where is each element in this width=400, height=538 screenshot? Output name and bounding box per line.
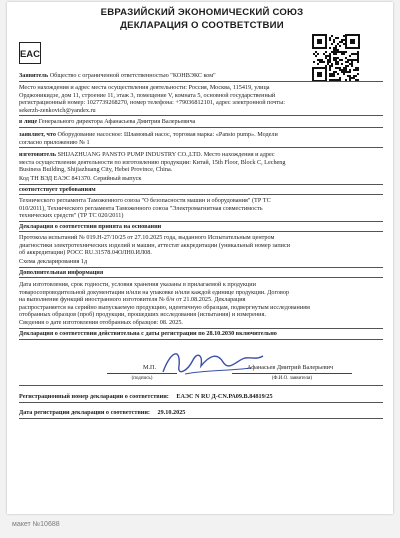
qr-module (329, 47, 331, 49)
qr-module (343, 39, 345, 41)
document-title: ДЕКЛАРАЦИЯ О СООТВЕТСТВИИ (120, 20, 284, 31)
qr-module (355, 53, 357, 55)
qr-module (345, 71, 347, 73)
divider (19, 339, 383, 340)
qr-module (335, 51, 337, 53)
qr-module (315, 51, 317, 53)
qr-module (349, 77, 351, 79)
qr-module (329, 59, 331, 61)
qr-module (317, 63, 319, 65)
qr-module (339, 51, 341, 53)
qr-module (337, 51, 339, 53)
manufacturer-line: Business Building, Shijiazhuang City, Hebei Province, China. (19, 166, 173, 174)
basis-line: об аккредитации) РОСС RU.31578.04ОЛН0.ИЛ08. (19, 249, 152, 257)
requirements-line: 010/2011), Технического регламента Таможенного союза "Электромагнитная совместимость (19, 204, 263, 212)
qr-module (321, 61, 323, 63)
basis-line: диагностики электротехнических изделий и машин, аттестат аккредитации (уникальный номер записи (19, 241, 291, 249)
qr-module (347, 65, 349, 67)
qr-module (331, 65, 333, 67)
qr-module (333, 41, 335, 43)
divider (19, 277, 383, 278)
qr-module (343, 43, 345, 45)
qr-module (357, 73, 359, 75)
qr-module (343, 51, 345, 53)
qr-module (337, 67, 339, 69)
qr-module (329, 61, 331, 63)
qr-module (327, 59, 329, 61)
qr-module (345, 61, 347, 63)
qr-module (319, 61, 321, 63)
qr-module (357, 55, 359, 57)
name-caption: (Ф.И.О. заявителя) (271, 376, 313, 381)
qr-module (349, 71, 351, 73)
qr-module (335, 71, 337, 73)
qr-module (331, 75, 333, 77)
requirements-line: Технического регламента Таможенного союза "О безопасности машин и оборудования" (ТР ТС (19, 197, 271, 204)
qr-module (333, 49, 335, 51)
qr-module (335, 45, 337, 47)
signature-line (107, 373, 177, 374)
qr-module (325, 51, 327, 53)
registration-number-line: Регистрационный номер декларации о соответствии: ЕАЭС N RU Д-CN.РА09.В.84819/25 (19, 393, 273, 400)
applicant-address-line: регистрационный номер: 1027739268270, номер телефона: +79036812101, адрес электронной почты: (19, 99, 285, 107)
qr-module (345, 65, 347, 67)
qr-module (323, 61, 325, 63)
additional-line: на выполнение функций иностранного изготовителя № б/н от 21.08.2025. Декларация (19, 296, 246, 304)
qr-module (351, 77, 353, 79)
qr-module (315, 55, 317, 57)
qr-module (357, 61, 359, 63)
qr-module (339, 45, 341, 47)
divider (19, 194, 383, 195)
qr-module (335, 37, 337, 39)
qr-module (325, 65, 327, 67)
signatory-name: Афанасьев Дмитрий Валерьевич (247, 364, 334, 371)
basis-label: Декларация о соответствии принята на основании (19, 223, 162, 230)
qr-module (357, 67, 359, 69)
qr-module (327, 61, 329, 63)
qr-module (343, 67, 345, 69)
qr-module (347, 59, 349, 61)
qr-module (345, 69, 347, 71)
qr-module (345, 51, 347, 53)
qr-module (343, 53, 345, 55)
qr-module (325, 57, 327, 59)
product-line: заявляет, что Оборудование насосное: Шламовый насос, торговая марка: «Pansto pump». Модели (19, 131, 278, 138)
qr-module (355, 69, 357, 71)
qr-code-icon (312, 34, 360, 82)
qr-module (351, 63, 353, 65)
qr-module (357, 69, 359, 71)
applicant-address-line: Орджоникидзе, дом 11, строение 11, этаж 3, помещение V, комната 5, основной государственный (19, 91, 276, 99)
svg-text:EAC: EAC (19, 49, 41, 60)
qr-module (333, 51, 335, 53)
divider (19, 147, 383, 148)
qr-module (341, 51, 343, 53)
qr-module (341, 53, 343, 55)
qr-module (317, 53, 319, 55)
qr-module (355, 75, 357, 77)
qr-module (347, 61, 349, 63)
qr-module (343, 73, 345, 75)
qr-module (313, 61, 315, 63)
qr-module (357, 59, 359, 61)
qr-module (353, 69, 355, 71)
qr-module (331, 35, 333, 37)
scheme-line: Схема декларирования 1д (19, 258, 88, 265)
qr-module (349, 69, 351, 71)
qr-module (329, 75, 331, 77)
divider (19, 418, 383, 419)
qr-module (335, 57, 337, 59)
qr-module (349, 55, 351, 57)
qr-module (355, 67, 357, 69)
catalog-number: макет №10688 (12, 521, 60, 528)
validity-line: Декларация о соответствии действительна с даты регистрации по 28.10.2030 включительно (19, 330, 277, 337)
manufacturer-line: изготовитель SHIJAZHUANG PANSTO PUMP INDUSTRY CO.,LTD. Место нахождения и адрес (19, 151, 275, 158)
qr-module (357, 57, 359, 59)
qr-module (347, 75, 349, 77)
applicant-line: Заявитель Общество с ограниченной ответственностью "КОНВЭКС ком" (19, 72, 216, 79)
qr-module (337, 43, 339, 45)
qr-module (331, 63, 333, 65)
manufacturer-line: места осуществления деятельности по изготовлению продукции: Китай, 15th Floor, Block C, Lecheng (19, 158, 286, 166)
qr-module (341, 69, 343, 71)
additional-label: Дополнительная информация (19, 269, 104, 276)
qr-module (339, 69, 341, 71)
qr-module (333, 57, 335, 59)
registration-date-line: Дата регистрации декларации о соответствии: 29.10.2025 (19, 409, 186, 416)
qr-module (337, 73, 339, 75)
qr-module (333, 59, 335, 61)
qr-module (357, 53, 359, 55)
applicant-address-line: sekerzh-zenkovich@yandex.ru (19, 106, 96, 114)
qr-module (341, 59, 343, 61)
qr-module (343, 35, 345, 37)
divider (19, 127, 383, 128)
qr-module (331, 51, 333, 53)
qr-module (337, 37, 339, 39)
qr-module (353, 53, 355, 55)
qr-module (335, 49, 337, 51)
divider (19, 385, 383, 386)
qr-module (329, 57, 331, 59)
qr-module (351, 59, 353, 61)
qr-module (325, 55, 327, 57)
qr-module (353, 59, 355, 61)
divider (19, 231, 383, 232)
qr-module (339, 77, 341, 79)
qr-module (337, 63, 339, 65)
qr-module (351, 65, 353, 67)
qr-module (329, 65, 331, 67)
qr-module (337, 49, 339, 51)
qr-module (333, 53, 335, 55)
qr-module (335, 61, 337, 63)
additional-line: распространяется на серийно выпускаемую продукцию, идентичную образцам, подвергнутым исследованиям (19, 303, 310, 311)
qr-module (333, 71, 335, 73)
declaration-document (7, 2, 393, 514)
qr-module (331, 73, 333, 75)
qr-module (343, 69, 345, 71)
qr-module (341, 71, 343, 73)
qr-module (313, 53, 315, 55)
qr-module (337, 61, 339, 63)
qr-module (337, 57, 339, 59)
qr-module (331, 43, 333, 45)
qr-module (341, 39, 343, 41)
qr-module (329, 73, 331, 75)
additional-line: отобранных образцов (проб) продукции, прошедших исследования (испытания) и измерения. (19, 311, 266, 319)
qr-module (323, 53, 325, 55)
qr-module (333, 39, 335, 41)
eac-mark-logo (19, 42, 41, 64)
qr-module (345, 67, 347, 69)
qr-module (329, 55, 331, 57)
qr-module (353, 77, 355, 79)
qr-module (339, 59, 341, 61)
requirements-label: соответствует требованиям (19, 186, 96, 193)
qr-module (349, 63, 351, 65)
product-line: согласно приложению № 1 (19, 138, 90, 146)
qr-module (335, 53, 337, 55)
qr-module (335, 63, 337, 65)
qr-module (351, 53, 353, 55)
qr-module (339, 41, 341, 43)
qr-module (319, 59, 321, 61)
requirements-line: технических средств" (ТР ТС 020/2011) (19, 212, 124, 220)
divider (19, 115, 383, 116)
qr-module (335, 59, 337, 61)
additional-line: Сведения о дате изготовления отобранных образцов: 08. 2025. (19, 319, 183, 326)
representative-line: в лице Генерального директора Афанасьева Дмитрия Валерьевича (19, 118, 196, 125)
qr-module (333, 75, 335, 77)
qr-module (343, 71, 345, 73)
basis-line: Протокола испытаний № 019.Н-27/10/25 от 27.10.2025 года, выданного Испытательным центром (19, 234, 275, 241)
seal-mark: М.П. (143, 364, 157, 371)
qr-module (321, 59, 323, 61)
product-code-line: Код ТН ВЭД ЕАЭС 841370. Серийный выпуск (19, 175, 142, 182)
qr-module (335, 47, 337, 49)
divider (19, 81, 383, 82)
qr-module (349, 59, 351, 61)
qr-module (345, 57, 347, 59)
applicant-address-line: Место нахождения и адрес места осуществления деятельности: Россия, Москва, 115419, улица (19, 84, 270, 91)
qr-module (317, 59, 319, 61)
divider (19, 402, 383, 403)
qr-module (349, 75, 351, 77)
union-title: ЕВРАЗИЙСКИЙ ЭКОНОМИЧЕСКИЙ СОЮЗ (100, 7, 304, 18)
qr-module (333, 47, 335, 49)
qr-module (329, 67, 331, 69)
qr-module (353, 75, 355, 77)
divider (19, 267, 383, 268)
additional-line: товаросопроводительной документации и/или на упаковке и/или каждой единице продукции. Договор (19, 288, 290, 296)
qr-module (329, 37, 331, 39)
qr-module (329, 39, 331, 41)
divider (19, 328, 383, 329)
qr-module (329, 53, 331, 55)
name-line (232, 373, 352, 374)
qr-module (335, 67, 337, 69)
qr-module (341, 63, 343, 65)
qr-module (329, 69, 331, 71)
qr-module (351, 61, 353, 63)
qr-module (327, 55, 329, 57)
divider (19, 221, 383, 222)
qr-module (327, 63, 329, 65)
qr-module (333, 73, 335, 75)
qr-module (357, 51, 359, 53)
divider (19, 184, 383, 185)
qr-module (347, 71, 349, 73)
qr-module (355, 59, 357, 61)
signature-caption: (подпись) (131, 376, 153, 381)
qr-module (341, 41, 343, 43)
qr-module (339, 67, 341, 69)
additional-line: Дата изготовления, срок годности, условия хранения указаны в прилагаемой к продукции (19, 281, 256, 288)
